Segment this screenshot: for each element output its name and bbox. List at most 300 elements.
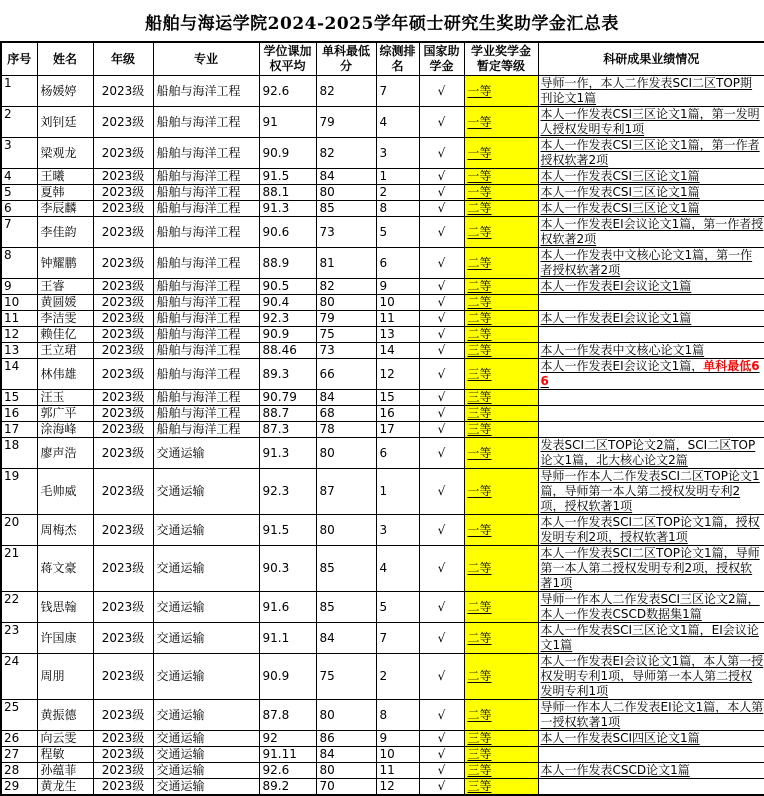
cell-grade: 2023级	[93, 343, 153, 359]
cell-weighted-avg: 92.3	[259, 311, 316, 327]
cell-major: 船舶与海洋工程	[153, 169, 259, 185]
cell-name: 程敏	[37, 747, 93, 763]
cell-weighted-avg: 91.5	[259, 515, 316, 546]
cell-weighted-avg: 88.46	[259, 343, 316, 359]
cell-scholarship-level: 二等	[464, 546, 538, 592]
cell-major: 船舶与海洋工程	[153, 295, 259, 311]
cell-rank: 10	[376, 295, 419, 311]
cell-rank: 2	[376, 185, 419, 201]
cell-scholarship-level: 一等	[464, 138, 538, 169]
cell-name: 夏韩	[37, 185, 93, 201]
cell-research	[538, 327, 764, 343]
cell-weighted-avg: 87.8	[259, 700, 316, 731]
header-name: 姓名	[37, 42, 93, 76]
table-row	[1, 731, 764, 747]
cell-research: 本人一作发表CSI三区论文1篇	[538, 201, 764, 217]
cell-grade: 2023级	[93, 654, 153, 700]
cell-major: 船舶与海洋工程	[153, 217, 259, 248]
cell-grade: 2023级	[93, 438, 153, 469]
cell-national-grant: √	[419, 311, 464, 327]
cell-index: 10	[1, 295, 37, 311]
cell-index: 25	[1, 700, 37, 731]
cell-min-score: 87	[316, 469, 376, 515]
cell-national-grant: √	[419, 76, 464, 107]
cell-rank: 12	[376, 779, 419, 796]
cell-scholarship-level: 二等	[464, 311, 538, 327]
cell-min-score: 84	[316, 169, 376, 185]
cell-min-score: 78	[316, 422, 376, 438]
cell-weighted-avg: 91.1	[259, 623, 316, 654]
table-row	[1, 295, 764, 311]
table-row	[1, 217, 764, 248]
cell-weighted-avg: 91.3	[259, 438, 316, 469]
cell-major: 船舶与海洋工程	[153, 327, 259, 343]
cell-scholarship-level: 三等	[464, 763, 538, 779]
cell-grade: 2023级	[93, 359, 153, 390]
cell-major: 交通运输	[153, 654, 259, 700]
cell-min-score: 82	[316, 279, 376, 295]
cell-research	[538, 295, 764, 311]
cell-weighted-avg: 92.3	[259, 469, 316, 515]
cell-rank: 13	[376, 327, 419, 343]
cell-min-score: 85	[316, 546, 376, 592]
cell-major: 交通运输	[153, 779, 259, 796]
cell-weighted-avg: 91.5	[259, 169, 316, 185]
cell-national-grant: √	[419, 406, 464, 422]
header-research: 科研成果业绩情况	[538, 42, 764, 76]
cell-research: 本人一作发表EI会议论文1篇	[538, 279, 764, 295]
table-row	[1, 515, 764, 546]
cell-national-grant: √	[419, 217, 464, 248]
cell-national-grant: √	[419, 623, 464, 654]
cell-scholarship-level: 三等	[464, 359, 538, 390]
header-row	[1, 42, 764, 76]
cell-index: 6	[1, 201, 37, 217]
cell-index: 26	[1, 731, 37, 747]
table-body	[1, 76, 764, 796]
cell-weighted-avg: 90.4	[259, 295, 316, 311]
cell-index: 1	[1, 76, 37, 107]
cell-research: 发表SCI二区TOP论文2篇，SCI二区TOP论文1篇，北大核心论文2篇	[538, 438, 764, 469]
cell-scholarship-level: 二等	[464, 279, 538, 295]
cell-name: 李佳韵	[37, 217, 93, 248]
cell-min-score: 82	[316, 138, 376, 169]
cell-index: 7	[1, 217, 37, 248]
cell-scholarship-level: 二等	[464, 592, 538, 623]
cell-national-grant: √	[419, 248, 464, 279]
cell-min-score: 75	[316, 327, 376, 343]
cell-name: 钟耀鹏	[37, 248, 93, 279]
header-index: 序号	[1, 42, 37, 76]
cell-national-grant: √	[419, 747, 464, 763]
cell-name: 许国康	[37, 623, 93, 654]
cell-scholarship-level: 二等	[464, 201, 538, 217]
cell-national-grant: √	[419, 700, 464, 731]
cell-major: 船舶与海洋工程	[153, 406, 259, 422]
cell-national-grant: √	[419, 327, 464, 343]
cell-grade: 2023级	[93, 763, 153, 779]
table-row	[1, 311, 764, 327]
cell-min-score: 79	[316, 311, 376, 327]
cell-weighted-avg: 88.9	[259, 248, 316, 279]
cell-min-score: 70	[316, 779, 376, 796]
cell-index: 23	[1, 623, 37, 654]
cell-major: 交通运输	[153, 546, 259, 592]
cell-weighted-avg: 91.6	[259, 592, 316, 623]
cell-major: 交通运输	[153, 623, 259, 654]
cell-name: 涂海峰	[37, 422, 93, 438]
cell-grade: 2023级	[93, 406, 153, 422]
table-row	[1, 359, 764, 390]
cell-weighted-avg: 91.11	[259, 747, 316, 763]
cell-national-grant: √	[419, 779, 464, 796]
cell-scholarship-level: 三等	[464, 779, 538, 796]
cell-major: 船舶与海洋工程	[153, 390, 259, 406]
table-row	[1, 248, 764, 279]
cell-major: 交通运输	[153, 747, 259, 763]
cell-weighted-avg: 90.9	[259, 327, 316, 343]
cell-grade: 2023级	[93, 592, 153, 623]
cell-weighted-avg: 91.3	[259, 201, 316, 217]
cell-scholarship-level: 三等	[464, 390, 538, 406]
cell-major: 船舶与海洋工程	[153, 248, 259, 279]
cell-name: 向云雯	[37, 731, 93, 747]
table-row	[1, 406, 764, 422]
cell-name: 王睿	[37, 279, 93, 295]
cell-name: 郭广平	[37, 406, 93, 422]
cell-name: 毛帅威	[37, 469, 93, 515]
cell-rank: 11	[376, 763, 419, 779]
header-national-grant: 国家助学金	[419, 42, 464, 76]
cell-research	[538, 422, 764, 438]
cell-min-score: 73	[316, 217, 376, 248]
cell-grade: 2023级	[93, 217, 153, 248]
cell-national-grant: √	[419, 138, 464, 169]
cell-min-score: 80	[316, 185, 376, 201]
table-row	[1, 546, 764, 592]
cell-grade: 2023级	[93, 515, 153, 546]
cell-rank: 16	[376, 406, 419, 422]
cell-index: 13	[1, 343, 37, 359]
table-row	[1, 107, 764, 138]
cell-weighted-avg: 90.6	[259, 217, 316, 248]
cell-min-score: 79	[316, 107, 376, 138]
cell-min-score: 80	[316, 438, 376, 469]
cell-rank: 6	[376, 248, 419, 279]
cell-national-grant: √	[419, 359, 464, 390]
cell-name: 林伟雄	[37, 359, 93, 390]
cell-research	[538, 779, 764, 796]
cell-index: 16	[1, 406, 37, 422]
cell-min-score: 84	[316, 747, 376, 763]
cell-research	[538, 747, 764, 763]
header-major: 专业	[153, 42, 259, 76]
cell-index: 3	[1, 138, 37, 169]
cell-scholarship-level: 二等	[464, 327, 538, 343]
cell-grade: 2023级	[93, 546, 153, 592]
cell-research: 本人一作发表SCI三区论文1篇，EI会议论文1篇	[538, 623, 764, 654]
cell-rank: 8	[376, 700, 419, 731]
cell-min-score: 82	[316, 76, 376, 107]
cell-weighted-avg: 90.79	[259, 390, 316, 406]
cell-index: 17	[1, 422, 37, 438]
cell-name: 黄圆媛	[37, 295, 93, 311]
cell-grade: 2023级	[93, 185, 153, 201]
cell-national-grant: √	[419, 201, 464, 217]
cell-name: 赖佳亿	[37, 327, 93, 343]
cell-national-grant: √	[419, 343, 464, 359]
header-rank: 综测排名	[376, 42, 419, 76]
cell-min-score: 80	[316, 515, 376, 546]
header-grade: 年级	[93, 42, 153, 76]
cell-research: 导师一作本人二作发表EI论文1篇，本人第一授权软著1项	[538, 700, 764, 731]
cell-rank: 12	[376, 359, 419, 390]
cell-weighted-avg: 90.3	[259, 546, 316, 592]
cell-research: 导师一作本人二作发表SCI二区TOP论文1篇，导师第一本人第二授权发明专利2项，授权软著1项	[538, 469, 764, 515]
cell-rank: 5	[376, 217, 419, 248]
table-row	[1, 327, 764, 343]
cell-grade: 2023级	[93, 747, 153, 763]
cell-national-grant: √	[419, 654, 464, 700]
cell-major: 船舶与海洋工程	[153, 107, 259, 138]
cell-national-grant: √	[419, 731, 464, 747]
cell-national-grant: √	[419, 438, 464, 469]
cell-research: 本人一作发表CSI三区论文1篇	[538, 169, 764, 185]
scholarship-table	[0, 41, 764, 796]
table-row	[1, 390, 764, 406]
cell-min-score: 66	[316, 359, 376, 390]
cell-major: 船舶与海洋工程	[153, 359, 259, 390]
cell-rank: 8	[376, 201, 419, 217]
cell-index: 19	[1, 469, 37, 515]
cell-grade: 2023级	[93, 201, 153, 217]
cell-scholarship-level: 一等	[464, 107, 538, 138]
cell-index: 24	[1, 654, 37, 700]
cell-major: 船舶与海洋工程	[153, 185, 259, 201]
cell-name: 李洁雯	[37, 311, 93, 327]
cell-grade: 2023级	[93, 107, 153, 138]
table-row	[1, 747, 764, 763]
cell-index: 4	[1, 169, 37, 185]
cell-grade: 2023级	[93, 731, 153, 747]
cell-national-grant: √	[419, 169, 464, 185]
cell-min-score: 85	[316, 592, 376, 623]
table-row	[1, 700, 764, 731]
cell-name: 王曦	[37, 169, 93, 185]
cell-rank: 2	[376, 654, 419, 700]
cell-major: 船舶与海洋工程	[153, 76, 259, 107]
cell-major: 船舶与海洋工程	[153, 343, 259, 359]
cell-national-grant: √	[419, 295, 464, 311]
cell-national-grant: √	[419, 592, 464, 623]
cell-research: 本人一作发表SCI二区TOP论文1篇，授权发明专利2项，授权软著1项	[538, 515, 764, 546]
cell-rank: 7	[376, 623, 419, 654]
table-row	[1, 422, 764, 438]
cell-major: 交通运输	[153, 731, 259, 747]
cell-grade: 2023级	[93, 469, 153, 515]
cell-weighted-avg: 90.5	[259, 279, 316, 295]
cell-name: 周梅杰	[37, 515, 93, 546]
cell-min-score: 73	[316, 343, 376, 359]
cell-research: 本人一作发表CSCD论文1篇	[538, 763, 764, 779]
cell-index: 29	[1, 779, 37, 796]
cell-national-grant: √	[419, 185, 464, 201]
cell-major: 船舶与海洋工程	[153, 422, 259, 438]
cell-min-score: 85	[316, 201, 376, 217]
cell-rank: 11	[376, 311, 419, 327]
cell-grade: 2023级	[93, 169, 153, 185]
cell-scholarship-level: 二等	[464, 700, 538, 731]
cell-research: 本人一作发表CSI三区论文1篇，第一作者授权软著2项	[538, 138, 764, 169]
cell-weighted-avg: 89.3	[259, 359, 316, 390]
cell-scholarship-level: 二等	[464, 654, 538, 700]
cell-scholarship-level: 一等	[464, 515, 538, 546]
cell-scholarship-level: 一等	[464, 438, 538, 469]
cell-grade: 2023级	[93, 700, 153, 731]
cell-index: 8	[1, 248, 37, 279]
cell-index: 28	[1, 763, 37, 779]
cell-major: 交通运输	[153, 469, 259, 515]
table-row	[1, 623, 764, 654]
cell-index: 18	[1, 438, 37, 469]
cell-research: 本人一作发表EI会议论文1篇	[538, 311, 764, 327]
cell-research: 本人一作发表EI会议论文1篇，单科最低66	[538, 359, 764, 390]
alert-text: 单科最低66	[540, 359, 760, 388]
table-row	[1, 763, 764, 779]
cell-min-score: 80	[316, 700, 376, 731]
cell-index: 2	[1, 107, 37, 138]
cell-grade: 2023级	[93, 422, 153, 438]
table-row	[1, 343, 764, 359]
cell-rank: 17	[376, 422, 419, 438]
cell-rank: 7	[376, 76, 419, 107]
cell-name: 钱思翰	[37, 592, 93, 623]
table-row	[1, 469, 764, 515]
table-row	[1, 138, 764, 169]
cell-grade: 2023级	[93, 248, 153, 279]
cell-name: 李辰麟	[37, 201, 93, 217]
cell-research: 导师一作本人二作发表SCI三区论文2篇，本人一作发表CSCD数据集1篇	[538, 592, 764, 623]
table-row	[1, 279, 764, 295]
cell-min-score: 84	[316, 390, 376, 406]
cell-rank: 3	[376, 138, 419, 169]
cell-scholarship-level: 二等	[464, 623, 538, 654]
cell-min-score: 75	[316, 654, 376, 700]
cell-name: 廖声浩	[37, 438, 93, 469]
cell-grade: 2023级	[93, 138, 153, 169]
cell-national-grant: √	[419, 515, 464, 546]
cell-index: 15	[1, 390, 37, 406]
cell-index: 9	[1, 279, 37, 295]
cell-rank: 3	[376, 515, 419, 546]
cell-major: 船舶与海洋工程	[153, 201, 259, 217]
cell-min-score: 86	[316, 731, 376, 747]
cell-index: 12	[1, 327, 37, 343]
cell-index: 22	[1, 592, 37, 623]
cell-research	[538, 406, 764, 422]
cell-name: 梁观龙	[37, 138, 93, 169]
cell-rank: 5	[376, 592, 419, 623]
page-title: 船舶与海运学院2024-2025学年硕士研究生奖助学金汇总表	[145, 14, 619, 34]
cell-grade: 2023级	[93, 311, 153, 327]
cell-weighted-avg: 91	[259, 107, 316, 138]
cell-major: 交通运输	[153, 515, 259, 546]
cell-research: 本人一作发表EI会议论文1篇，本人第一授权发明专利1项，导师第一本人第二授权发明专利1项	[538, 654, 764, 700]
cell-grade: 2023级	[93, 779, 153, 796]
cell-weighted-avg: 88.7	[259, 406, 316, 422]
cell-rank: 4	[376, 546, 419, 592]
header-min-score: 单科最低分	[316, 42, 376, 76]
cell-name: 王立珺	[37, 343, 93, 359]
cell-scholarship-level: 三等	[464, 731, 538, 747]
cell-weighted-avg: 87.3	[259, 422, 316, 438]
cell-rank: 9	[376, 279, 419, 295]
cell-major: 交通运输	[153, 763, 259, 779]
cell-major: 交通运输	[153, 700, 259, 731]
table-row	[1, 169, 764, 185]
cell-min-score: 68	[316, 406, 376, 422]
cell-scholarship-level: 三等	[464, 747, 538, 763]
cell-major: 交通运输	[153, 592, 259, 623]
table-header	[1, 42, 764, 76]
cell-name: 杨媛婷	[37, 76, 93, 107]
cell-name: 周朋	[37, 654, 93, 700]
cell-index: 11	[1, 311, 37, 327]
cell-min-score: 80	[316, 295, 376, 311]
cell-name: 蒋文豪	[37, 546, 93, 592]
cell-min-score: 80	[316, 763, 376, 779]
cell-research: 本人一作发表SCI四区论文1篇	[538, 731, 764, 747]
cell-name: 刘钊廷	[37, 107, 93, 138]
cell-national-grant: √	[419, 546, 464, 592]
cell-min-score: 84	[316, 623, 376, 654]
cell-grade: 2023级	[93, 390, 153, 406]
header-scholarship-level: 学业奖学金暂定等级	[464, 42, 538, 76]
cell-index: 5	[1, 185, 37, 201]
cell-rank: 15	[376, 390, 419, 406]
cell-rank: 10	[376, 747, 419, 763]
cell-scholarship-level: 二等	[464, 295, 538, 311]
cell-weighted-avg: 89.2	[259, 779, 316, 796]
cell-rank: 1	[376, 469, 419, 515]
cell-research: 本人一作发表EI会议论文1篇，第一作者授权软著2项	[538, 217, 764, 248]
cell-national-grant: √	[419, 763, 464, 779]
table-row	[1, 592, 764, 623]
cell-index: 20	[1, 515, 37, 546]
cell-major: 船舶与海洋工程	[153, 279, 259, 295]
table-row	[1, 76, 764, 107]
table-row	[1, 201, 764, 217]
cell-national-grant: √	[419, 469, 464, 515]
cell-index: 14	[1, 359, 37, 390]
table-row	[1, 185, 764, 201]
cell-grade: 2023级	[93, 623, 153, 654]
cell-weighted-avg: 92	[259, 731, 316, 747]
cell-rank: 6	[376, 438, 419, 469]
header-weighted-avg: 学位课加权平均	[259, 42, 316, 76]
cell-research	[538, 390, 764, 406]
cell-rank: 9	[376, 731, 419, 747]
cell-scholarship-level: 二等	[464, 217, 538, 248]
cell-index: 21	[1, 546, 37, 592]
cell-research: 本人一作发表CSI三区论文1篇，第一发明人授权发明专利1项	[538, 107, 764, 138]
cell-scholarship-level: 二等	[464, 248, 538, 279]
cell-scholarship-level: 一等	[464, 185, 538, 201]
cell-scholarship-level: 一等	[464, 76, 538, 107]
cell-name: 汪玉	[37, 390, 93, 406]
cell-weighted-avg: 92.6	[259, 763, 316, 779]
cell-research: 导师一作，本人二作发表SCI二区TOP期刊论文1篇	[538, 76, 764, 107]
